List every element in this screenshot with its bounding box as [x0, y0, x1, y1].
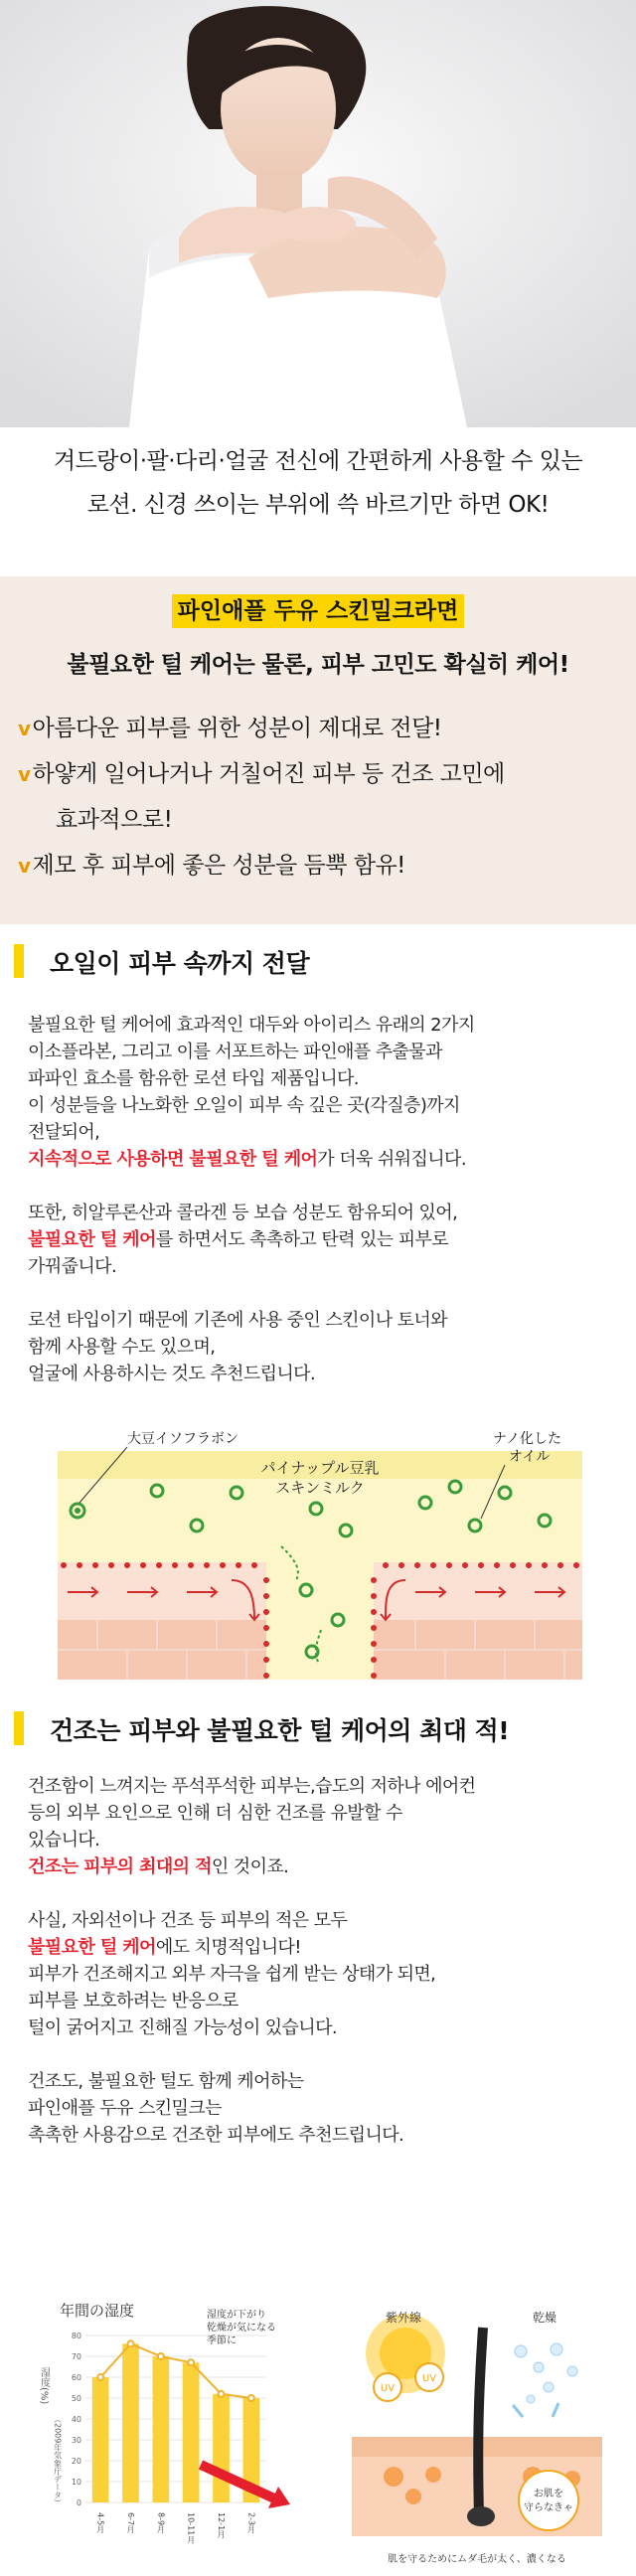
penetration-diagram — [58, 1431, 582, 1680]
body-line: 가꿔줍니다. — [28, 1256, 117, 1277]
heading-accent-bar — [14, 1711, 24, 1745]
section-heading — [14, 1709, 622, 1749]
chart-note-1: 湿度が下がり — [207, 2310, 266, 2321]
label-nano-oil-2: オイル — [509, 1449, 551, 1465]
uv-badge-2: UV — [421, 2373, 437, 2384]
check-item — [18, 706, 618, 751]
bar — [92, 2377, 109, 2502]
chart-note-3: 季節に — [207, 2335, 237, 2346]
check-text: 아름다운 피부를 위한 성분이 제대로 전달! — [32, 716, 442, 741]
source-label: （2009年気象庁データ） — [53, 2415, 63, 2507]
y-tick-label: 20 — [71, 2457, 81, 2466]
x-tick-label: 10-11月 — [186, 2512, 196, 2544]
data-point — [97, 2374, 103, 2380]
skin-illustration — [346, 2298, 604, 2565]
emphasis-text: 불필요한 털 케어 — [28, 1229, 156, 1250]
caption-line-1: 겨드랑이·팔·다리·얼굴 전신에 간편하게 사용할 수 있는 — [53, 448, 583, 474]
section-body — [28, 1012, 614, 1387]
y-tick-label: 30 — [71, 2436, 81, 2445]
body-line: 이 성분들을 나노화한 오일이 피부 속 깊은 곳(각질층)까지 — [28, 1095, 460, 1116]
hero-caption — [0, 427, 636, 527]
data-point — [188, 2359, 194, 2365]
body-line: 있습니다. — [28, 1830, 100, 1851]
y-tick-label: 70 — [71, 2352, 81, 2361]
body-line: 이소플라본, 그리고 이를 서포트하는 파인애플 추출물과 — [28, 1042, 442, 1062]
emphasis-text: 건조는 피부의 최대의 적 — [28, 1856, 212, 1877]
dry-label: 乾燥 — [533, 2311, 557, 2325]
label-product-2: スキンミルク — [275, 1479, 365, 1497]
body-line: 불필요한 털 케어에 효과적인 대두와 아이리스 유래의 2가지 — [28, 1015, 475, 1036]
chart-title: 年間の湿度 — [60, 2302, 135, 2320]
hair-icon — [478, 2328, 483, 2516]
body-line: 또한, 히알루론산과 콜라겐 등 보습 성분도 함유되어 있어, — [28, 1203, 458, 1223]
check-mark-icon: v — [18, 717, 31, 740]
body-line — [28, 1226, 614, 1253]
body-line: 사실, 자외선이나 건조 등 피부의 적은 모두 — [28, 1910, 348, 1931]
check-mark-icon: v — [18, 854, 31, 878]
body-line: 등의 외부 요인으로 인해 더 심한 건조를 유발할 수 — [28, 1803, 402, 1824]
protect-text-1: お肌を — [534, 2489, 563, 2499]
body-line: 건조도, 불필요한 털도 함께 케어하는 — [28, 2071, 304, 2092]
check-item — [18, 751, 618, 797]
body-line — [28, 1934, 614, 1961]
body-text: 를 하면서도 촉촉하고 탄력 있는 피부로 — [155, 1229, 449, 1250]
woman-photo — [0, 0, 636, 427]
emphasis-text: 지속적으로 사용하면 불필요한 털 케어 — [28, 1149, 318, 1170]
body-text: 에도 치명적입니다! — [155, 1937, 301, 1958]
body-text: 가 더욱 쉬워집니다. — [317, 1149, 466, 1170]
bar — [213, 2394, 230, 2502]
body-line — [28, 1853, 614, 1880]
body-line: 피부를 보호하려는 반응으로 — [28, 1991, 238, 2012]
section-title: 오일이 피부 속까지 전달 — [50, 949, 310, 978]
uv-badge-1: UV — [380, 2383, 396, 2394]
protect-text-2: 守らなきゃ — [524, 2502, 573, 2513]
y-tick-label: 50 — [71, 2394, 81, 2403]
bar — [152, 2356, 169, 2502]
emphasis-text: 불필요한 털 케어 — [28, 1937, 156, 1958]
body-line: 파인애플 두유 스킨밀크는 — [28, 2098, 222, 2119]
x-tick-label: 2-3月 — [246, 2512, 256, 2534]
bar — [122, 2343, 139, 2502]
heading-accent-bar — [14, 944, 24, 978]
body-line — [28, 1146, 614, 1173]
check-item — [18, 843, 618, 888]
body-line: 전달되어, — [28, 1122, 100, 1143]
y-tick-label: 80 — [71, 2332, 81, 2340]
body-line: 얼굴에 사용하시는 것도 추천드립니다. — [28, 1364, 316, 1384]
promo-highlight — [0, 594, 636, 628]
y-tick-label: 40 — [71, 2415, 81, 2424]
humidity-diagram — [36, 2288, 608, 2568]
body-line: 함께 사용할 수도 있으며, — [28, 1337, 216, 1358]
y-tick-label: 10 — [71, 2478, 81, 2487]
section-title: 건조는 피부와 불필요한 털 케어의 최대 적! — [50, 1716, 510, 1745]
body-text: 인 것이죠. — [211, 1856, 289, 1877]
check-text: 제모 후 피부에 좋은 성분을 듬뿍 함유! — [32, 853, 405, 879]
promo-highlight-text: 파인애플 두유 스킨밀크라면 — [172, 594, 465, 628]
x-tick-label: 4-5月 — [95, 2512, 105, 2534]
check-list — [18, 706, 618, 888]
x-tick-label: 8-9月 — [156, 2512, 166, 2534]
x-tick-label: 6-7月 — [126, 2512, 135, 2534]
label-product-1: パイナップル豆乳 — [260, 1459, 380, 1477]
caption-line-2: 로션. 신경 쓰이는 부위에 쓱 바르기만 하면 OK! — [86, 492, 550, 518]
body-line: 피부가 건조해지고 외부 자극을 쉽게 받는 상태가 되면, — [28, 1964, 436, 1985]
data-point — [128, 2340, 134, 2346]
check-text: 하얗게 일어나거나 거칠어진 피부 등 건조 고민에 — [32, 761, 505, 787]
section-body — [28, 1773, 614, 2149]
label-nano-oil-1: ナノ化した — [493, 1431, 562, 1447]
data-point — [248, 2395, 254, 2401]
body-line: 촉촉한 사용감으로 건조한 피부에도 추천드립니다. — [28, 2125, 404, 2146]
chart-note-2: 乾燥が気になる — [207, 2323, 276, 2334]
body-line: 건조함이 느껴지는 푸석푸석한 피부는,습도의 저하나 에어컨 — [28, 1776, 476, 1797]
y-tick-label: 0 — [76, 2498, 81, 2507]
body-line: 털이 굵어지고 진해질 가능성이 있습니다. — [28, 2017, 338, 2038]
hero-image — [0, 0, 636, 427]
illustration-caption: 肌を守るためにムダ毛が太く、濃くなる — [388, 2554, 566, 2565]
check-item-continued: 효과적으로! — [56, 807, 173, 833]
x-tick-label: 12-1月 — [217, 2512, 226, 2539]
section-heading — [14, 942, 622, 982]
label-soy-isoflavone: 大豆イソフラボン — [127, 1431, 238, 1447]
y-tick-label: 60 — [71, 2373, 81, 2382]
check-mark-icon: v — [18, 762, 31, 786]
y-axis-label: 湿度(%) — [38, 2367, 50, 2405]
data-point — [219, 2391, 225, 2397]
body-line: 파파인 효소를 함유한 로션 타입 제품입니다. — [28, 1068, 359, 1089]
body-line: 로션 타입이기 때문에 기존에 사용 중인 스킨이나 토너와 — [28, 1310, 447, 1331]
bar — [183, 2362, 200, 2502]
uv-label: 紫外線 — [386, 2311, 422, 2325]
data-point — [158, 2353, 164, 2359]
promo-subtitle: 불필요한 털 케어는 물론, 피부 고민도 확실히 케어! — [67, 652, 569, 678]
